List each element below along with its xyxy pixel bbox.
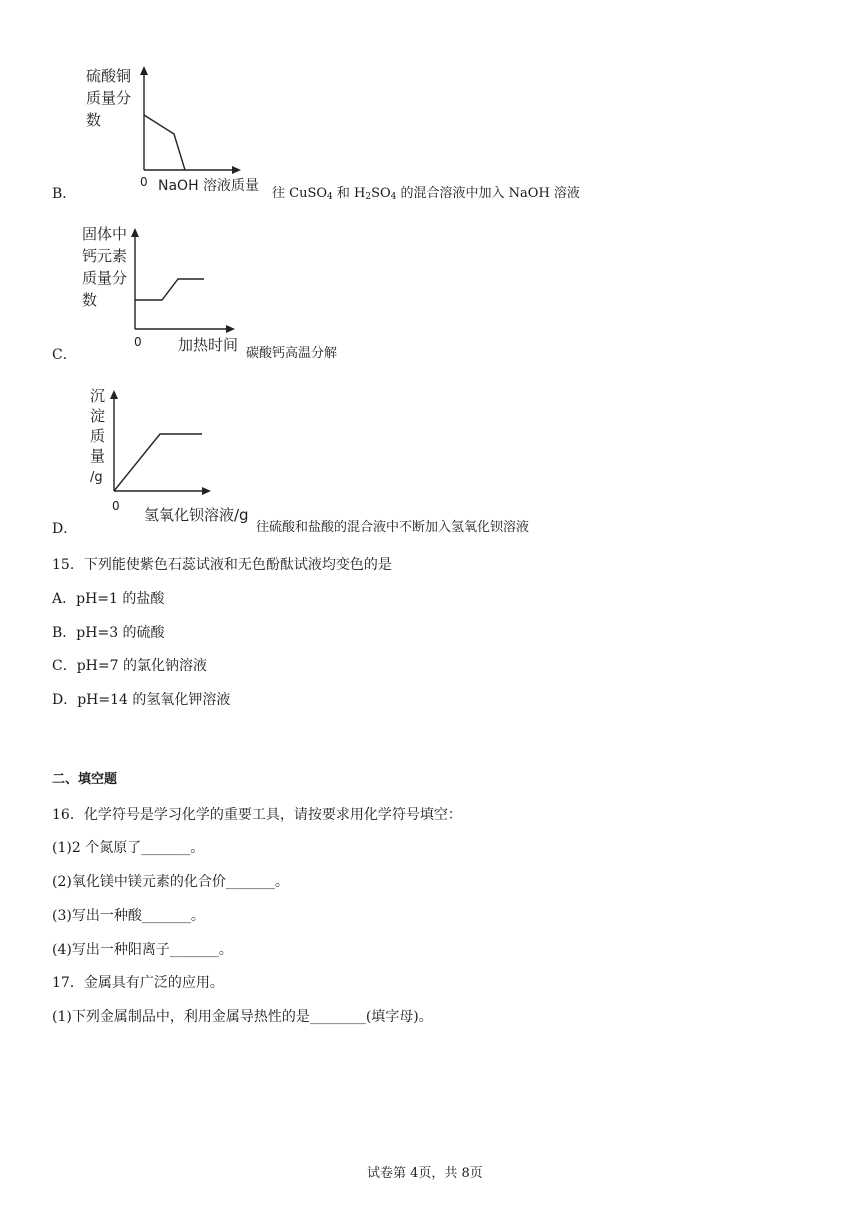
graph-b-curve: [144, 115, 185, 170]
q15-option-a: A．pH=1 的盐酸: [52, 591, 165, 607]
q16-item-3: (3)写出一种酸_______。: [52, 908, 205, 924]
caption-b-part1: 往 CuSO: [272, 186, 328, 201]
option-b-letter: B．: [52, 186, 77, 202]
graph-d-svg: [84, 384, 264, 529]
graph-c-caption: 碳酸钙高温分解: [246, 346, 338, 361]
q15-option-d: D．pH=14 的氢氧化钾溶液: [52, 692, 231, 708]
q15-stem: 15．下列能使紫色石蕊试液和无色酚酞试液均变色的是: [52, 557, 392, 573]
graph-c-y-arrow: [131, 228, 139, 237]
page-footer: 试卷第 4页，共 8页: [367, 1166, 483, 1181]
graph-d-ylabel-line1: 沉: [90, 387, 106, 405]
graph-c-curve: [135, 279, 204, 300]
option-d-letter: D．: [52, 521, 78, 537]
q16-item-4: (4)写出一种阳离子_______。: [52, 942, 233, 958]
caption-b-sub3: 4: [390, 192, 397, 202]
graph-b-x-arrow: [232, 166, 241, 174]
graph-b-ylabel-line2: 质量分: [86, 89, 132, 107]
graph-d-ylabel-line5: /g: [90, 470, 103, 485]
graph-c-ylabel-line3: 质量分: [82, 269, 128, 287]
graph-c-ylabel-line2: 钙元素: [82, 247, 128, 265]
graph-d-origin: 0: [112, 499, 120, 513]
graph-b: [84, 62, 274, 197]
graph-b-origin: 0: [140, 175, 148, 189]
graph-d-xlabel: 氢氧化钡溶液/g: [144, 506, 249, 524]
graph-b-caption: [272, 186, 580, 202]
caption-b-part3: SO: [371, 186, 391, 201]
graph-d-ylabel-line2: 淀: [90, 407, 106, 425]
option-c-letter: C．: [52, 347, 77, 363]
caption-b-sub2: 2: [365, 192, 372, 202]
graph-c-ylabel-line1: 固体中: [82, 225, 128, 243]
graph-b-xlabel: NaOH 溶液质量: [158, 178, 260, 194]
graph-d-curve: [114, 434, 202, 491]
graph-b-y-arrow: [140, 66, 148, 75]
graph-c-svg: [80, 222, 250, 357]
graph-d: [84, 384, 264, 529]
q16-item-1: (1)2 个氮原了_______。: [52, 840, 205, 856]
graph-b-svg: [84, 62, 274, 197]
caption-b-part2: 和 H: [332, 186, 366, 201]
graph-c-origin: 0: [134, 335, 142, 349]
caption-b-part4: 的混合溶液中加入 NaOH 溶液: [396, 186, 580, 201]
q17-stem: 17．金属具有广泛的应用。: [52, 975, 224, 991]
graph-d-ylabel-line4: 量: [90, 447, 106, 465]
graph-d-y-arrow: [110, 390, 118, 399]
q17-item-1: (1)下列金属制品中，利用金属导热性的是________(填字母)。: [52, 1009, 433, 1025]
q16-stem: 16．化学符号是学习化学的重要工具，请按要求用化学符号填空：: [52, 807, 462, 823]
graph-d-x-arrow: [202, 487, 211, 495]
graph-c: [80, 222, 250, 357]
graph-d-caption: 往硫酸和盐酸的混合液中不断加入氢氧化钡溶液: [256, 520, 530, 535]
section-title: 二、填空题: [52, 772, 118, 787]
graph-c-ylabel-line4: 数: [82, 291, 98, 309]
q16-item-2: (2)氧化镁中镁元素的化合价_______。: [52, 874, 289, 890]
q15-option-c: C．pH=7 的氯化钠溶液: [52, 658, 207, 674]
q15-option-b: B．pH=3 的硫酸: [52, 625, 165, 641]
graph-d-ylabel-line3: 质: [90, 427, 106, 445]
graph-b-ylabel-line1: 硫酸铜: [86, 67, 132, 85]
graph-c-xlabel: 加热时间: [178, 336, 239, 354]
graph-b-ylabel-line3: 数: [86, 111, 102, 129]
caption-b-sub1: 4: [327, 192, 333, 202]
graph-c-x-arrow: [226, 325, 235, 333]
